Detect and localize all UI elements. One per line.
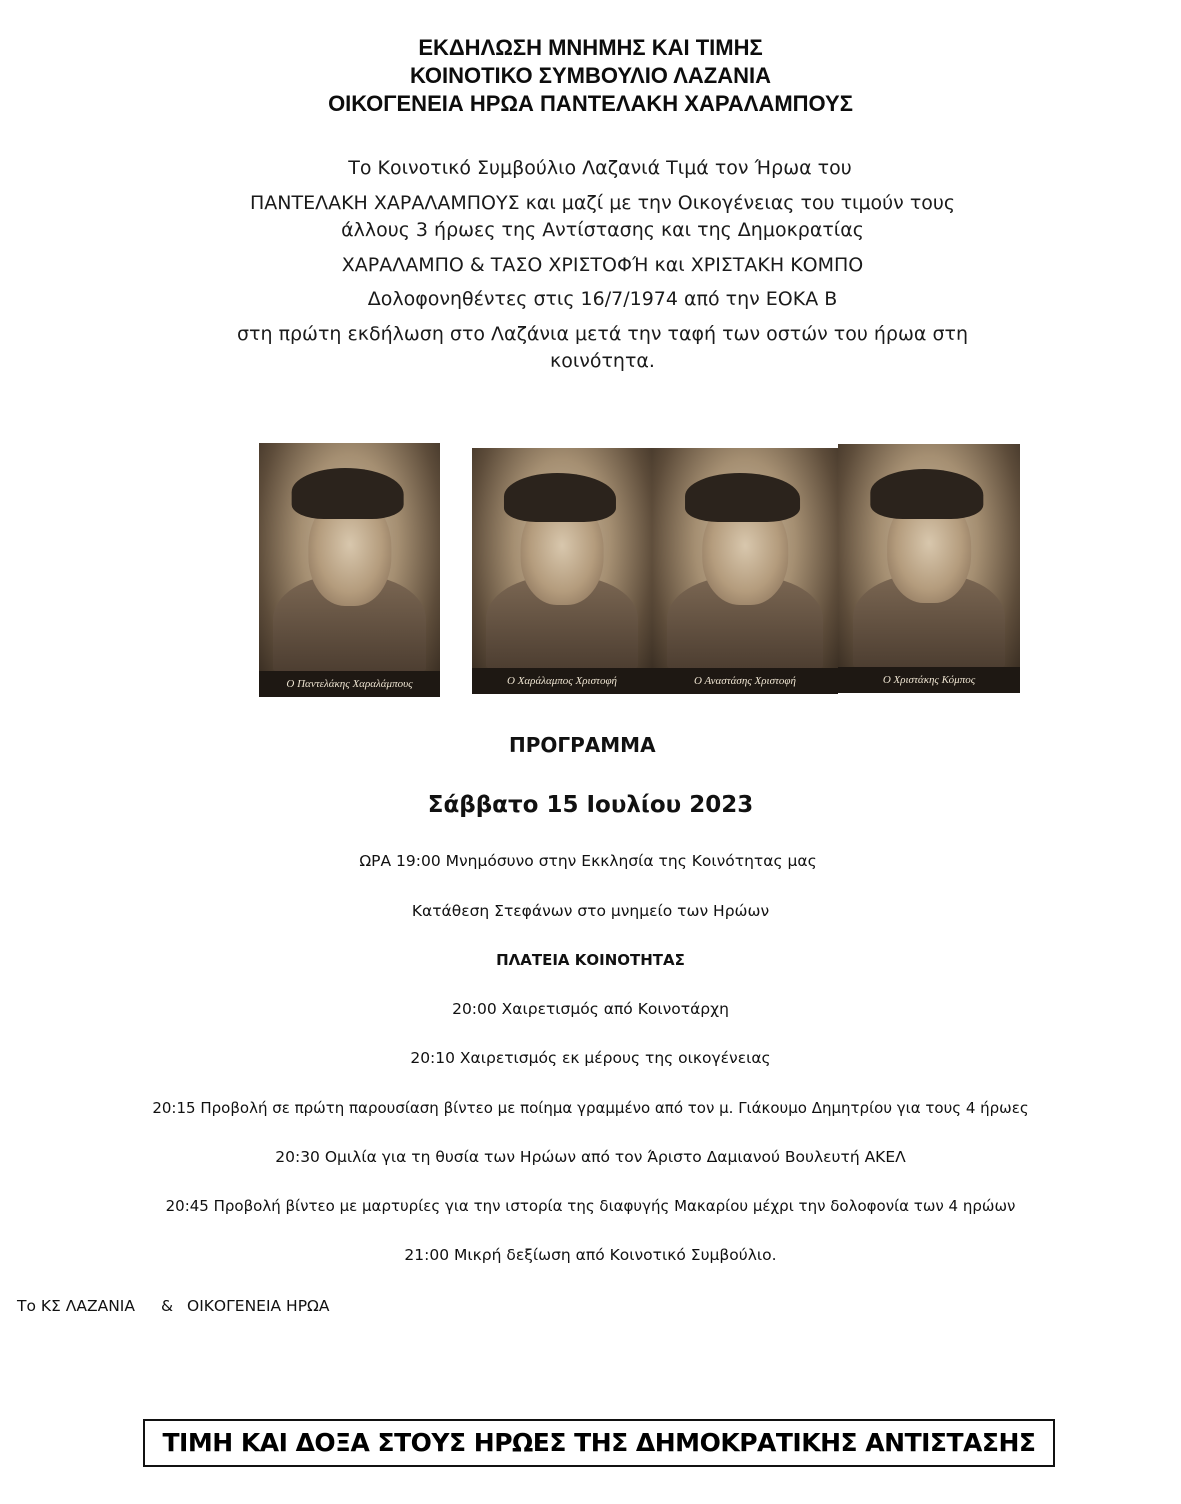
- intro-line-1: Το Κοινοτικό Συμβούλιο Λαζανιά Τιμά τον Ήρωα του: [348, 157, 852, 179]
- hero-photo-caption: Ο Παντελάκης Χαραλάμπους: [259, 671, 440, 697]
- program-item: 20:10 Χαιρετισμός εκ μέρους της οικογένειας: [410, 1049, 771, 1067]
- intro-line-5: Δολοφονηθέντες στις 16/7/1974 από την ΕΟΚΑ Β: [367, 288, 838, 310]
- intro-line-3: άλλους 3 ήρωες της Αντίστασης και της Δημοκρατίας: [341, 219, 864, 241]
- header-council: ΚΟΙΝΟΤΙΚΟ ΣΥΜΒΟΥΛΙΟ ΛΑΖΑΝΙΑ: [410, 63, 771, 88]
- program-item: 20:30 Ομιλία για τη θυσία των Ηρώων από τον Άριστο Δαμιανού Βουλευτή ΑΚΕΛ: [275, 1148, 906, 1166]
- program-date: Σάββατο 15 Ιουλίου 2023: [427, 792, 754, 818]
- program-item: 21:00 Μικρή δεξίωση από Κοινοτικό Συμβούλιο.: [404, 1246, 777, 1264]
- hero-photo-caption: Ο Χαράλαμπος Χριστοφή: [472, 668, 652, 694]
- intro-line-7: κοινότητα.: [550, 350, 655, 372]
- hero-photo-3: [652, 448, 838, 694]
- program-item: 20:15 Προβολή σε πρώτη παρουσίαση βίντεο με ποίημα γραμμένο από τον μ. Γιάκουμο Δημητρίου για τους 4 ήρωες: [152, 1099, 1029, 1117]
- program-item: 20:00 Χαιρετισμός από Κοινοτάρχη: [452, 1000, 729, 1018]
- intro-line-4: ΧΑΡΑΛΑΜΠΟ & ΤΑΣΟ ΧΡΙΣΤΟΦΉ και ΧΡΙΣΤΑΚΗ ΚΟΜΠΟ: [341, 254, 864, 276]
- hero-photo-1: [259, 443, 440, 697]
- header-family: ΟΙΚΟΓΕΝΕΙΑ ΗΡΩΑ ΠΑΝΤΕΛΑΚΗ ΧΑΡΑΛΑΜΠΟΥΣ: [328, 91, 853, 116]
- signature-family: ΟΙΚΟΓΕΝΕΙΑ ΗΡΩΑ: [187, 1297, 330, 1315]
- hero-photo-4: [838, 444, 1020, 693]
- hero-photo-caption: Ο Χριστάκης Κόμπος: [838, 667, 1020, 693]
- signature-council: Το ΚΣ ΛΑΖΑΝΙΑ: [17, 1297, 135, 1315]
- intro-line-6: στη πρώτη εκδήλωση στο Λαζάνια μετά την ταφή των οστών του ήρωα στη: [237, 323, 968, 345]
- hero-photo-2: [472, 448, 652, 694]
- program-item: 20:45 Προβολή βίντεο με μαρτυρίες για την ιστορία της διαφυγής Μακαρίου μέχρι την δολοφονία των 4 ηρώων: [165, 1197, 1016, 1215]
- intro-line-2: ΠΑΝΤΕΛΑΚΗ ΧΑΡΑΛΑΜΠΟΥΣ και μαζί με την Οικογένειας του τιμούν τους: [249, 192, 956, 214]
- program-item: ΩΡΑ 19:00 Μνημόσυνο στην Εκκλησία της Κοινότητας μας: [359, 852, 817, 870]
- header-title: ΕΚΔΗΛΩΣΗ ΜΝΗΜΗΣ ΚΑΙ ΤΙΜΗΣ: [418, 35, 763, 60]
- program-item: Κατάθεση Στεφάνων στο μνημείο των Ηρώων: [411, 902, 770, 920]
- hero-photo-caption: Ο Αναστάσης Χριστοφή: [652, 668, 838, 694]
- program-title: ΠΡΟΓΡΑΜΜΑ: [509, 733, 656, 757]
- signature-ampersand: &: [161, 1297, 174, 1315]
- footer-motto: ΤΙΜΗ ΚΑΙ ΔΟΞΑ ΣΤΟΥΣ ΗΡΩΕΣ ΤΗΣ ΔΗΜΟΚΡΑΤΙΚΗΣ ΑΝΤΙΣΤΑΣΗΣ: [143, 1419, 1055, 1467]
- program-location: ΠΛΑΤΕΙΑ ΚΟΙΝΟΤΗΤΑΣ: [496, 951, 685, 969]
